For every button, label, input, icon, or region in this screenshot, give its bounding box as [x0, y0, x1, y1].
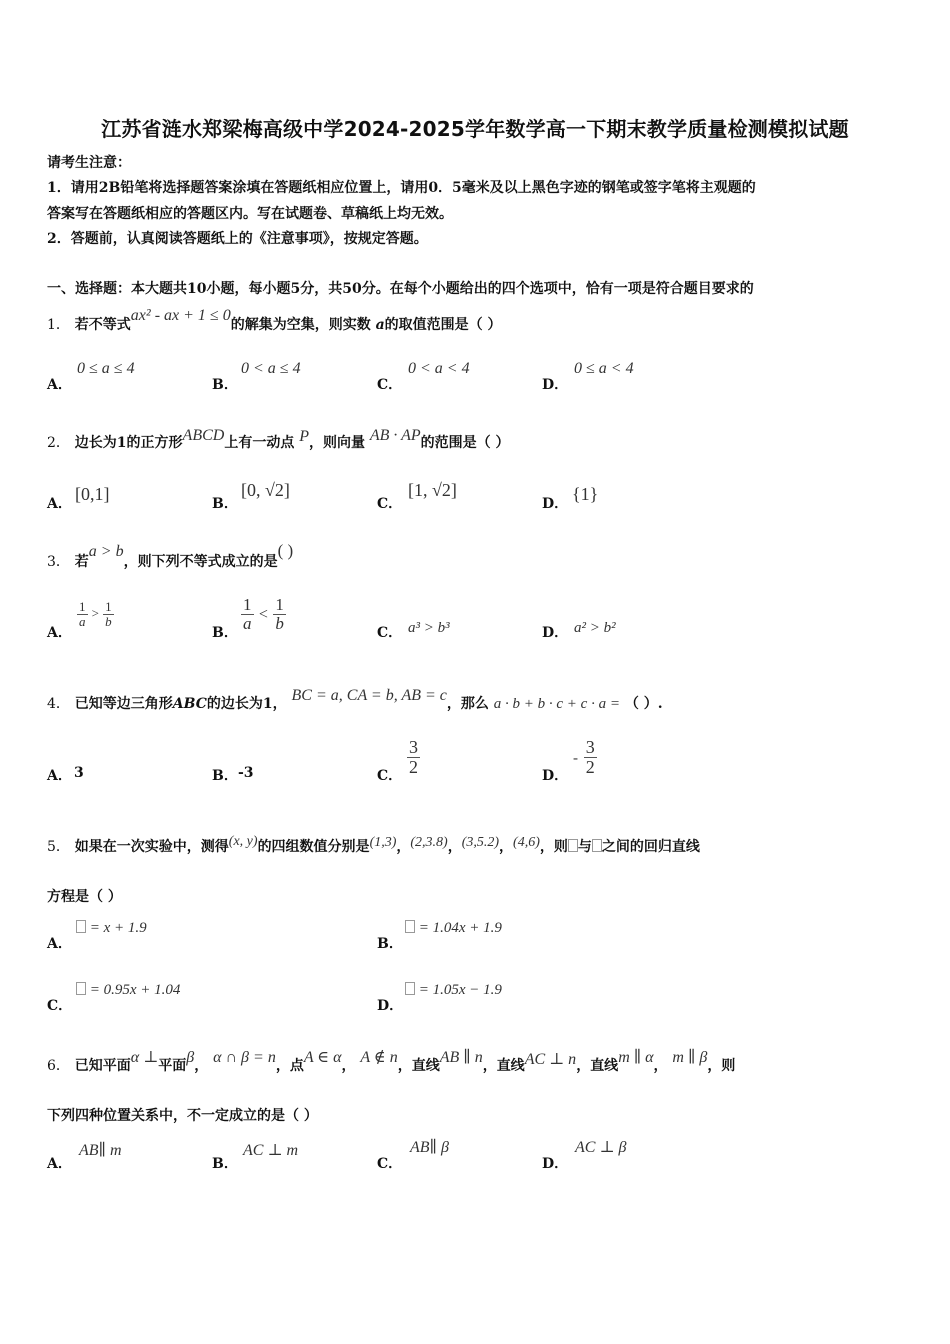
q4-option-b-label: B．	[212, 768, 238, 784]
q2-option-a: [0,1]	[75, 484, 110, 504]
q6-text-line-3: 直线	[590, 1058, 619, 1074]
q3-a-frac-right: $\frac{1}{b}$	[105, 599, 112, 629]
q6-cond-1: α ⊥	[130, 1049, 159, 1066]
q6-option-b: AC ⊥ m	[243, 1142, 299, 1159]
q6-text-mid: 平面	[158, 1058, 187, 1074]
q5-text-rel: 与	[577, 839, 592, 855]
q2-square: ABCD	[182, 427, 225, 444]
q5-text-post: ，则	[539, 839, 568, 855]
q6-option-c: AB∥ β	[410, 1139, 449, 1156]
q3-text-post: ，则下列不等式成立的是	[123, 554, 278, 570]
q1-expr: ax² - ax + 1 ≤ 0	[130, 307, 231, 324]
q2-point: P	[299, 428, 309, 445]
q5-option-c-text: = 0.95x + 1.04	[89, 982, 181, 998]
q5-option-a-label: A．	[47, 936, 72, 952]
q5-option-c-label: C．	[47, 998, 73, 1014]
q2-option-d-label: D．	[542, 496, 569, 512]
q5-y-box	[592, 839, 602, 852]
q6-option-c-label: C．	[377, 1156, 403, 1172]
q4-text-post: （ ）.	[624, 696, 663, 712]
q6-option-d-label: D．	[542, 1156, 569, 1172]
q2-text-mid2: ，则向量	[308, 435, 365, 451]
notes-line-3: 2．答题前，认真阅读答题纸上的《注意事项》，按规定答题。	[47, 231, 428, 247]
q3-b-frac-right: $\frac{1}{b}$	[275, 595, 284, 633]
q5-a-yhat-box	[76, 920, 86, 933]
question-5: 5． 如果在一次实验中，测得(x, y)的四组数值分别是(1,3)，(2,3.8)，(3,5.2)，(4,6)，则 与 之间的回归直线	[47, 834, 700, 855]
q4-c-frac: $\frac{3}{2}$	[409, 737, 418, 777]
q3-option-b: $\frac{1}{a}$ < $\frac{1}{b}$	[243, 595, 284, 633]
q3-text-pre: 若	[74, 554, 89, 570]
notes-line-1: 1．请用2B铅笔将选择题答案涂填在答题纸相应位置上，请用0．5毫米及以上黑色字迹的钢笔或签字笔将主观题的	[47, 180, 756, 196]
q5-x-box	[568, 839, 578, 852]
q4-text-pre: 已知等边三角形	[74, 696, 173, 712]
q5-pair: (x, y)	[228, 834, 258, 849]
notes-line-2: 答案写在答题纸相应的答题区内。写在试题卷、草稿纸上均无效。	[47, 206, 453, 222]
q3-option-c: a³ > b³	[408, 620, 450, 636]
q4-text-mid2: ，那么	[446, 696, 489, 712]
q2-option-b-label: B．	[212, 496, 238, 512]
q6-text-line-2: 直线	[496, 1058, 525, 1074]
q3-option-d: a² > b²	[574, 620, 616, 636]
q3-option-a-label: A．	[47, 625, 72, 641]
q4-given: BC = a, CA = b, AB = c	[291, 687, 447, 704]
page-title: 江苏省涟水郑梁梅高级中学2024-2025学年数学高一下期末教学质量检测模拟试题	[101, 117, 849, 141]
q1-option-c: 0 < a < 4	[408, 360, 470, 377]
q5-option-d-text: = 1.05x − 1.9	[418, 982, 502, 998]
q1-number: 1．	[47, 317, 70, 333]
q3-paren: ( )	[277, 541, 294, 560]
q4-number: 4．	[47, 696, 70, 712]
question-1	[47, 307, 502, 334]
q2-text-mid: 上有一动点	[224, 435, 295, 451]
q3-option-a: $\frac{1}{a}$ > $\frac{1}{b}$	[79, 599, 112, 629]
question-2	[47, 427, 510, 452]
q6-text-point: 点	[289, 1058, 304, 1074]
q6-option-a: AB∥ m	[79, 1142, 122, 1159]
q4-option-b: -3	[238, 765, 254, 781]
q6-option-d: AC ⊥ β	[575, 1139, 627, 1156]
q5-point-3: (3,5.2)	[461, 835, 500, 850]
q5-option-d	[405, 982, 502, 999]
q5-line-2: 方程是（ ）	[47, 889, 122, 905]
q1-text-post: 的解集为空集，则实数	[230, 317, 371, 333]
q5-option-b-label: B．	[377, 936, 403, 952]
q2-text-post: 的范围是（ ）	[420, 435, 510, 451]
q5-d-yhat-box	[405, 982, 415, 995]
q4-option-c	[407, 738, 420, 777]
q1-text-post2: 的取值范围是（ ）	[384, 317, 502, 333]
q4-text-mid: 的边长为1，	[206, 696, 287, 712]
notes-heading: 请考生注意：	[47, 155, 131, 171]
q5-number: 5．	[47, 839, 70, 855]
q6-text-pre: 已知平面	[74, 1058, 131, 1074]
q6-cond-9: m ∥ β	[672, 1049, 708, 1066]
q5-option-c	[76, 982, 180, 999]
q5-b-yhat-box	[405, 920, 415, 933]
q6-option-b-label: B．	[212, 1156, 238, 1172]
q2-option-b: [0, √2]	[241, 480, 290, 500]
q4-option-d: - $\frac{3}{2}$	[573, 737, 595, 777]
q3-condition: a > b	[88, 543, 124, 560]
q5-point-4: (4,6)	[513, 835, 540, 850]
q1-option-d-label: D．	[542, 377, 569, 393]
q6-cond-2: β	[186, 1049, 195, 1066]
q2-number: 2．	[47, 435, 70, 451]
question-4	[47, 687, 663, 713]
q6-cond-3: α ∩ β = n	[213, 1049, 276, 1066]
q1-var: a	[375, 317, 385, 333]
q6-text-then: 则	[721, 1058, 736, 1074]
q6-cond-7: AC ⊥ n	[524, 1051, 577, 1068]
q3-number: 3．	[47, 554, 70, 570]
q2-option-d: {1}	[572, 484, 599, 504]
q6-text-line-1: 直线	[411, 1058, 440, 1074]
q3-b-frac-left: $\frac{1}{a}$	[243, 595, 252, 633]
q5-option-a-text: = x + 1.9	[89, 920, 147, 936]
q6-cond-5: A ∉ n	[360, 1049, 398, 1066]
q6-number: 6．	[47, 1058, 70, 1074]
question-3	[47, 541, 294, 571]
q3-option-b-label: B．	[212, 625, 238, 641]
q2-text-pre: 边长为1的正方形	[74, 435, 183, 451]
section-heading: 一、选择题：本大题共10小题，每小题5分，共50分。在每个小题给出的四个选项中，恰有一项是符合题目要求的	[47, 281, 754, 297]
q4-option-a: 3	[74, 765, 84, 781]
q6-option-a-label: A．	[47, 1156, 72, 1172]
q1-option-d: 0 ≤ a < 4	[574, 360, 634, 377]
q1-option-b: 0 < a ≤ 4	[241, 360, 301, 377]
q1-option-a-label: A．	[47, 377, 72, 393]
q2-vector: AB · AP	[369, 427, 421, 444]
question-6: 6． 已知平面α ⊥平面β， α ∩ β = n，点A ∈ α， A ∉ n，直线AB ∥ n，直线AC ⊥ n，直线m ∥ α， m ∥ β，则	[47, 1049, 736, 1074]
q2-option-c: [1, √2]	[408, 480, 457, 500]
q5-option-d-label: D．	[377, 998, 404, 1014]
q5-text-mid: 的四组数值分别是	[257, 839, 370, 855]
q5-text-pre: 如果在一次实验中，测得	[74, 839, 229, 855]
q6-cond-4: A ∈ α	[303, 1049, 342, 1066]
q2-option-c-label: C．	[377, 496, 403, 512]
q1-option-a: 0 ≤ a ≤ 4	[77, 360, 135, 377]
q5-c-yhat-box	[76, 982, 86, 995]
q5-text-post2: 之间的回归直线	[601, 839, 700, 855]
q6-line-2: 下列四种位置关系中，不一定成立的是（ ）	[47, 1108, 318, 1124]
q3-option-c-label: C．	[377, 625, 403, 641]
q4-d-frac: $\frac{3}{2}$	[585, 737, 595, 777]
q3-option-d-label: D．	[542, 625, 569, 641]
q1-option-c-label: C．	[377, 377, 403, 393]
q4-option-d-label: D．	[542, 768, 569, 784]
q6-cond-6: AB ∥ n	[439, 1049, 483, 1066]
q4-triangle: ABC	[172, 696, 207, 712]
q1-text-pre: 若不等式	[74, 317, 131, 333]
q5-option-b-text: = 1.04x + 1.9	[418, 920, 502, 936]
q5-option-b	[405, 920, 502, 937]
q5-point-1: (1,3)	[369, 835, 397, 850]
q4-option-c-label: C．	[377, 768, 403, 784]
q4-expr: a · b + b · c + c · a =	[493, 696, 620, 712]
q4-option-a-label: A．	[47, 768, 72, 784]
q5-option-a	[76, 920, 147, 937]
q5-point-2: (2,3.8)	[410, 835, 448, 850]
q3-a-frac-left: $\frac{1}{a}$	[79, 599, 86, 629]
q6-cond-8: m ∥ α	[618, 1049, 654, 1066]
q1-option-b-label: B．	[212, 377, 238, 393]
q2-option-a-label: A．	[47, 496, 72, 512]
